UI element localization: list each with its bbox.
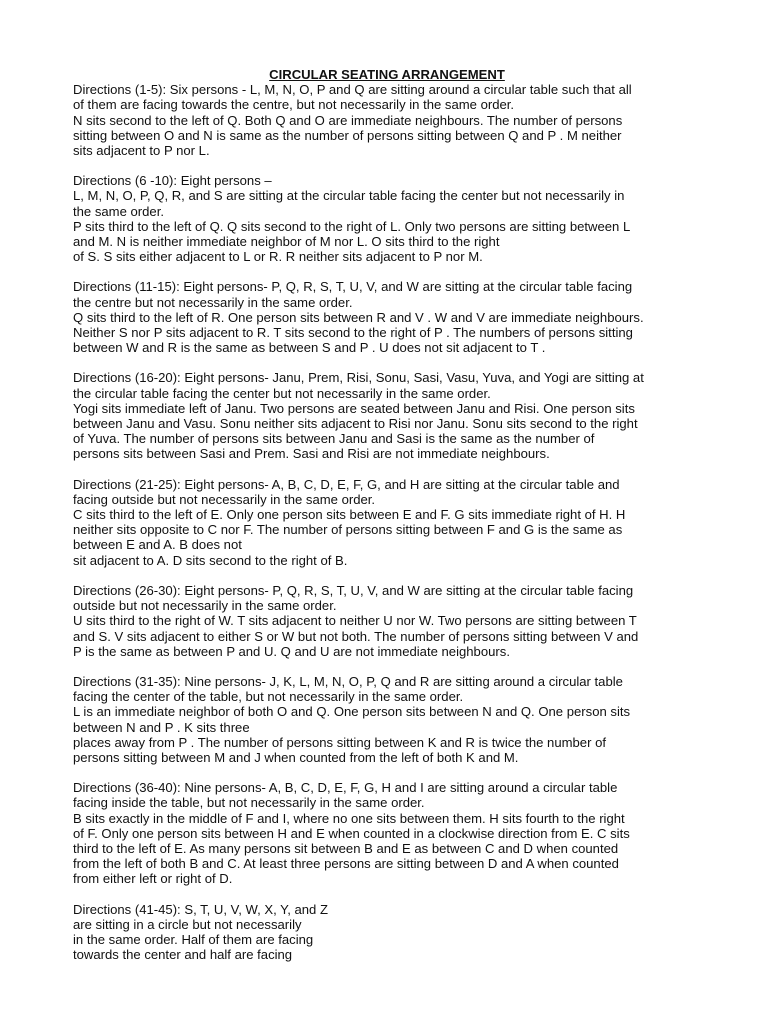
text-line: between E and A. B does not [73, 537, 242, 553]
text-line: and M. N is neither immediate neighbor of M nor L. O sits third to the right [73, 234, 500, 250]
text-line: the centre but not necessarily in the same order. [73, 294, 353, 310]
text-line: the same order. [73, 203, 164, 219]
directions-section [73, 82, 701, 158]
text-line: of them are facing towards the centre, but not necessarily in the same order. [73, 97, 515, 113]
text-line: facing inside the table, but not necessarily in the same order. [73, 795, 425, 811]
text-line: of Yuva. The number of persons sits between Janu and Sasi is the same as the number of [73, 431, 595, 447]
text-line: between Janu and Vasu. Sonu neither sits adjacent to Risi nor Janu. Sonu sits second to the right [73, 416, 638, 432]
text-line: L is an immediate neighbor of both O and Q. One person sits between N and Q. One person sits [73, 704, 631, 720]
directions-section [73, 902, 701, 963]
directions-section [73, 780, 701, 886]
directions-section [73, 279, 701, 355]
text-line: Directions (1-5): Six persons - L, M, N, O, P and Q are sitting around a circular table such that all [73, 82, 632, 98]
text-line: Yogi sits immediate left of Janu. Two persons are seated between Janu and Risi. One person sits [73, 400, 635, 416]
text-line: Directions (11-15): Eight persons- P, Q, R, S, T, U, V, and W are sitting at the circular table facing [73, 279, 633, 295]
text-line: Directions (16-20): Eight persons- Janu, Prem, Risi, Sonu, Sasi, Vasu, Yuva, and Yogi are sitting at [73, 370, 644, 386]
text-line: facing outside but not necessarily in the same order. [73, 491, 376, 507]
text-line: of S. S sits either adjacent to L or R. R neither sits adjacent to P nor M. [73, 249, 483, 265]
text-line: between W and R is the same as between S and P . U does not sit adjacent to T . [73, 340, 546, 356]
text-line: Directions (6 -10): Eight persons – [73, 173, 272, 189]
text-line: P is the same as between P and U. Q and U are not immediate neighbours. [73, 643, 510, 659]
text-line: Directions (36-40): Nine persons- A, B, C, D, E, F, G, H and I are sitting around a circular table [73, 780, 618, 796]
text-line: places away from P . The number of persons sitting between K and R is twice the number of [73, 734, 606, 750]
text-line: Directions (31-35): Nine persons- J, K, L, M, N, O, P, Q and R are sitting around a circular table [73, 673, 623, 689]
directions-section [73, 477, 701, 568]
text-line: and S. V sits adjacent to either S or W but not both. The number of persons sitting between V and [73, 628, 639, 644]
text-line: sitting between O and N is same as the number of persons sitting between Q and P . M neither [73, 127, 622, 143]
text-line: sit adjacent to A. D sits second to the right of B. [73, 552, 348, 568]
text-line: Directions (41-45): S, T, U, V, W, X, Y, and Z [73, 901, 328, 917]
text-line: B sits exactly in the middle of F and I, where no one sits between them. H sits fourth to the right [73, 810, 625, 826]
text-line: Neither S nor P sits adjacent to R. T sits second to the right of P . The numbers of persons sitting [73, 325, 633, 341]
text-line: P sits third to the left of Q. Q sits second to the right of L. Only two persons are sitting between L [73, 218, 631, 234]
text-line: Q sits third to the left of R. One person sits between R and V . W and V are immediate neighbours. [73, 309, 644, 325]
text-line: facing the center of the table, but not necessarily in the same order. [73, 689, 464, 705]
text-line: Directions (21-25): Eight persons- A, B, C, D, E, F, G, and H are sitting at the circular table and [73, 476, 620, 492]
directions-section [73, 583, 701, 659]
text-line: outside but not necessarily in the same order. [73, 598, 337, 614]
text-line: third to the left of E. As many persons sit between B and E as between C and D when counted [73, 840, 619, 856]
text-line: persons sitting between M and J when counted from the left of both K and M. [73, 749, 519, 765]
text-line: of F. Only one person sits between H and E when counted in a clockwise direction from E. C sits [73, 825, 630, 841]
document-title: CIRCULAR SEATING ARRANGEMENT [269, 67, 505, 82]
text-line: N sits second to the left of Q. Both Q and O are immediate neighbours. The number of persons [73, 112, 623, 128]
text-line: towards the center and half are facing [73, 947, 293, 963]
directions-section [73, 674, 701, 765]
text-line: neither sits opposite to C nor F. The number of persons sitting between F and G is the same as [73, 522, 623, 538]
directions-section [73, 173, 701, 264]
text-line: are sitting in a circle but not necessarily [73, 916, 302, 932]
sections-container [73, 82, 701, 962]
text-line: from either left or right of D. [73, 871, 233, 887]
text-line: U sits third to the right of W. T sits adjacent to neither U nor W. Two persons are sitting between T [73, 613, 637, 629]
text-line: L, M, N, O, P, Q, R, and S are sitting at the circular table facing the center but not necessarily in [73, 188, 625, 204]
text-line: the circular table facing the center but not necessarily in the same order. [73, 385, 491, 401]
text-line: Directions (26-30): Eight persons- P, Q, R, S, T, U, V, and W are sitting at the circular table facing [73, 582, 634, 598]
text-line: from the left of both B and C. At least three persons are sitting between D and A when counted [73, 856, 619, 872]
text-line: sits adjacent to P nor L. [73, 143, 210, 159]
document-page [73, 67, 701, 977]
directions-section [73, 370, 701, 461]
text-line: C sits third to the left of E. Only one person sits between E and F. G sits immediate right of H. H [73, 507, 626, 523]
text-line: in the same order. Half of them are facing [73, 931, 314, 947]
text-line: persons sits between Sasi and Prem. Sasi and Risi are not immediate neighbours. [73, 446, 550, 462]
text-line: between N and P . K sits three [73, 719, 250, 735]
